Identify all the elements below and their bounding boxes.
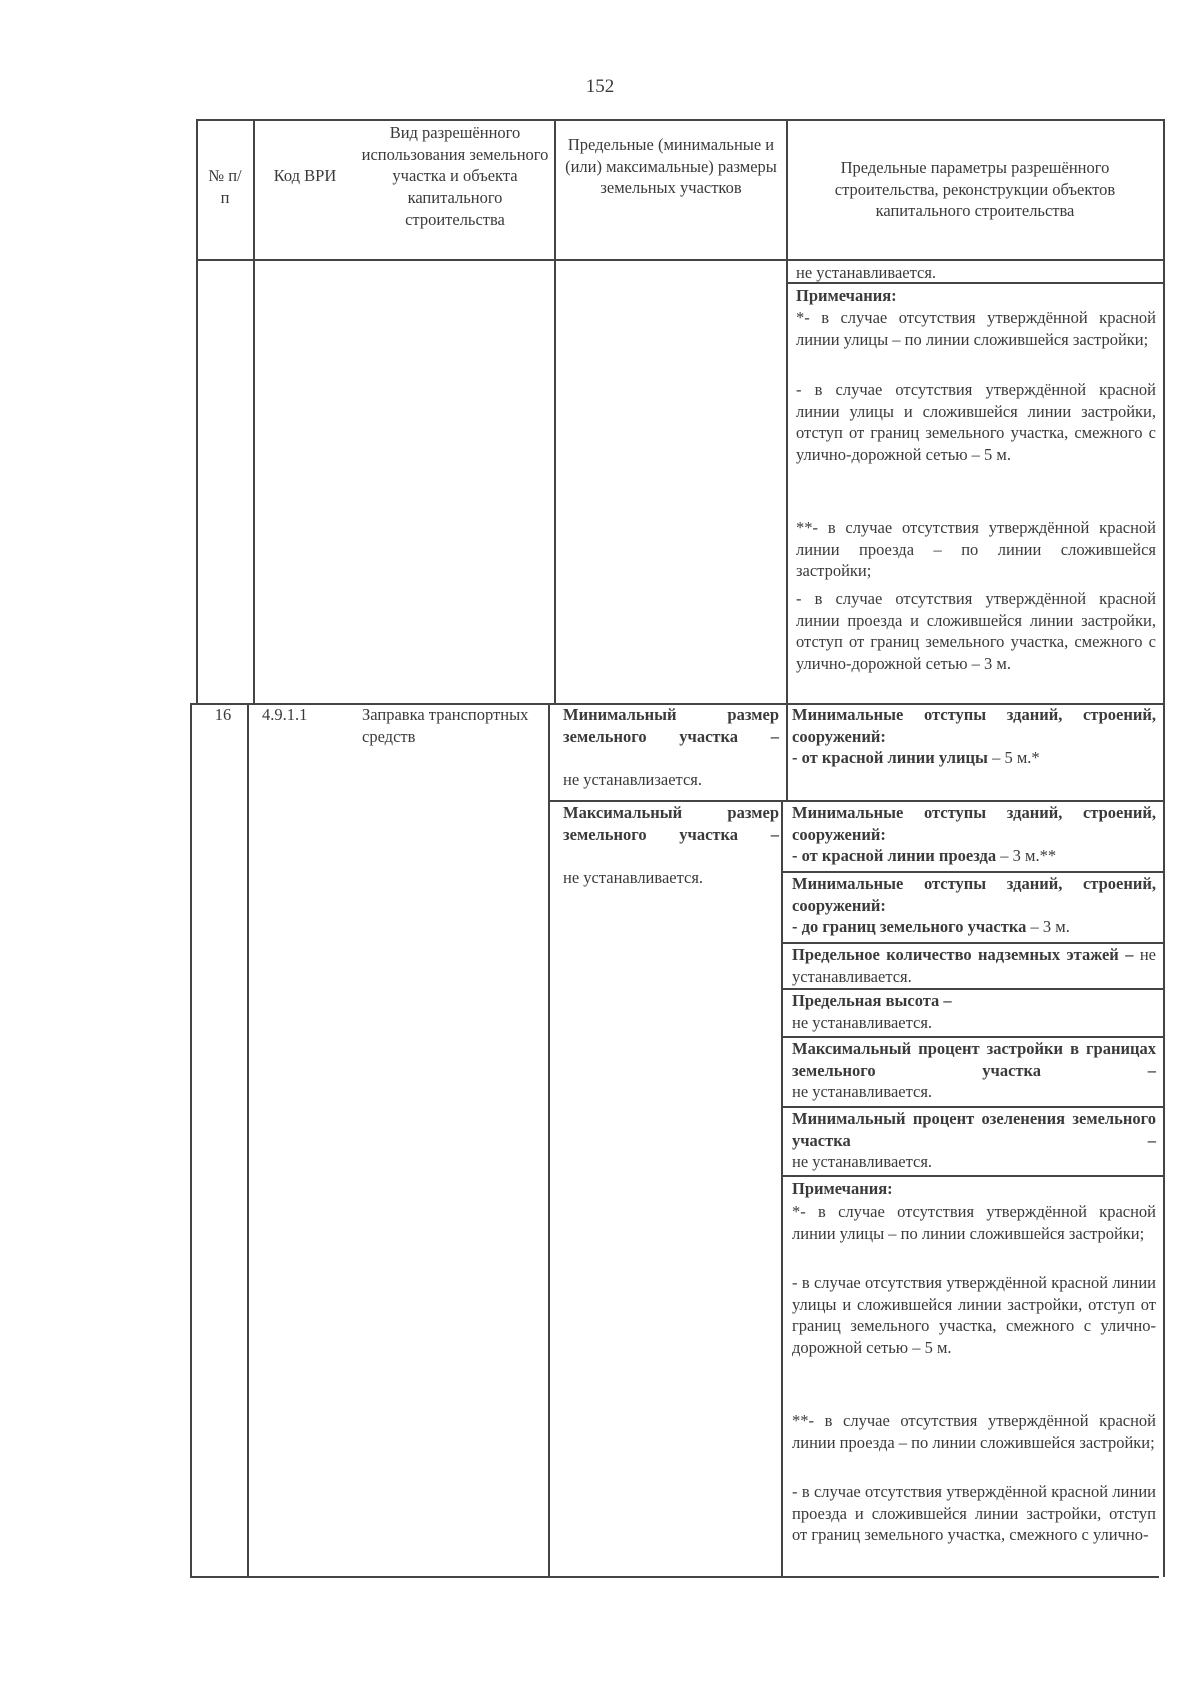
- prev-row-continuation: не устанавливается.: [796, 263, 937, 282]
- param-greening-percent: [792, 1108, 1156, 1173]
- min-size-label: Минимальный размер земельного участка –: [563, 705, 779, 746]
- header-sizes: Предельные (минимальные и (или) максимальные) размеры земельных участков: [565, 135, 777, 198]
- param-building-percent: [792, 1038, 1156, 1103]
- note-1b: - в случае отсутствия утверждённой красной линии улицы и сложившейся линии застройки, отступ от границ земельного участка, смежного с улично-дорожной сетью – 5 м.: [792, 1273, 1156, 1358]
- param-label: Минимальные отступы зданий, строений, сооружений:: [792, 705, 1156, 746]
- note-2a: **- в случае отсутствия утверждённой красной линии проезда – по линии сложившейся застройки;: [796, 518, 1156, 581]
- min-size-value: не устанавлизается.: [563, 770, 702, 789]
- param-item: - до границ земельного участка: [792, 917, 1027, 937]
- note-2b: - в случае отсутствия утверждённой красной линии проезда и сложившейся линии застройки, отступ от границ земельного участка, смежного с улично-дорожной сетью – 3 м.: [796, 589, 1156, 674]
- note-1b: - в случае отсутствия утверждённой красной линии улицы и сложившейся линии застройки, отступ от границ земельного участка, смежного с улично-дорожной сетью – 5 м.: [796, 380, 1156, 465]
- param-value: не устанавливается.: [792, 1012, 933, 1032]
- param-item: - от красной линии проезда: [792, 846, 997, 866]
- param-value: – 5 м.*: [987, 748, 1040, 768]
- header-num: № п/п: [208, 166, 242, 207]
- header-params: Предельные параметры разрешённого строительства, реконструкции объектов капитального строительства: [834, 158, 1116, 221]
- header-code: Код ВРИ: [273, 166, 337, 185]
- header-use: Вид разрешённого использования земельного участка и объекта капитального строительства: [361, 123, 549, 229]
- param-setback-passage: [792, 802, 1156, 867]
- param-setback-street: [792, 704, 1156, 769]
- row16-use: Заправка транспортных средств: [362, 705, 529, 746]
- param-value: – 3 м.**: [996, 846, 1057, 866]
- param-label: Минимальные отступы зданий, строений, сооружений:: [792, 874, 1156, 915]
- param-label: Минимальные отступы зданий, строений, сооружений:: [792, 803, 1156, 844]
- param-value: – 3 м.: [1026, 917, 1070, 937]
- note-1a: *- в случае отсутствия утверждённой красной линии улицы – по линии сложившейся застройки;: [792, 1202, 1156, 1243]
- param-value: не устанавливается.: [792, 945, 1156, 986]
- param-value: не устанавливается.: [792, 1152, 933, 1172]
- param-height: [792, 990, 1156, 1033]
- param-label: Максимальный процент застройки в границах земельного участка –: [792, 1039, 1156, 1080]
- page-number: 152: [585, 76, 615, 97]
- max-size-value: не устанавливается.: [563, 868, 704, 887]
- max-size-label: Максимальный размер земельного участка –: [563, 803, 779, 844]
- param-value: не устанавливается.: [792, 1082, 933, 1102]
- row16-code: 4.9.1.1: [262, 705, 308, 724]
- row16-num: 16: [214, 705, 232, 724]
- note-1a: *- в случае отсутствия утверждённой красной линии улицы – по линии сложившейся застройки;: [796, 308, 1156, 349]
- notes-title: Примечания:: [792, 1179, 893, 1198]
- param-label: Предельная высота –: [792, 991, 952, 1010]
- param-setback-boundary: [792, 873, 1156, 938]
- note-2a: **- в случае отсутствия утверждённой красной линии проезда – по линии сложившейся застройки;: [792, 1411, 1156, 1452]
- notes-title: Примечания:: [796, 286, 897, 305]
- param-item: - от красной линии улицы: [792, 748, 988, 768]
- param-floors: [792, 944, 1156, 987]
- note-2b: - в случае отсутствия утверждённой красной линии проезда и сложившейся линии застройки, отступ от границ земельного участка, смежного с улично-: [792, 1482, 1156, 1545]
- param-label: Минимальный процент озеленения земельного участка –: [792, 1109, 1156, 1150]
- param-label: Предельное количество надземных этажей –: [792, 945, 1134, 964]
